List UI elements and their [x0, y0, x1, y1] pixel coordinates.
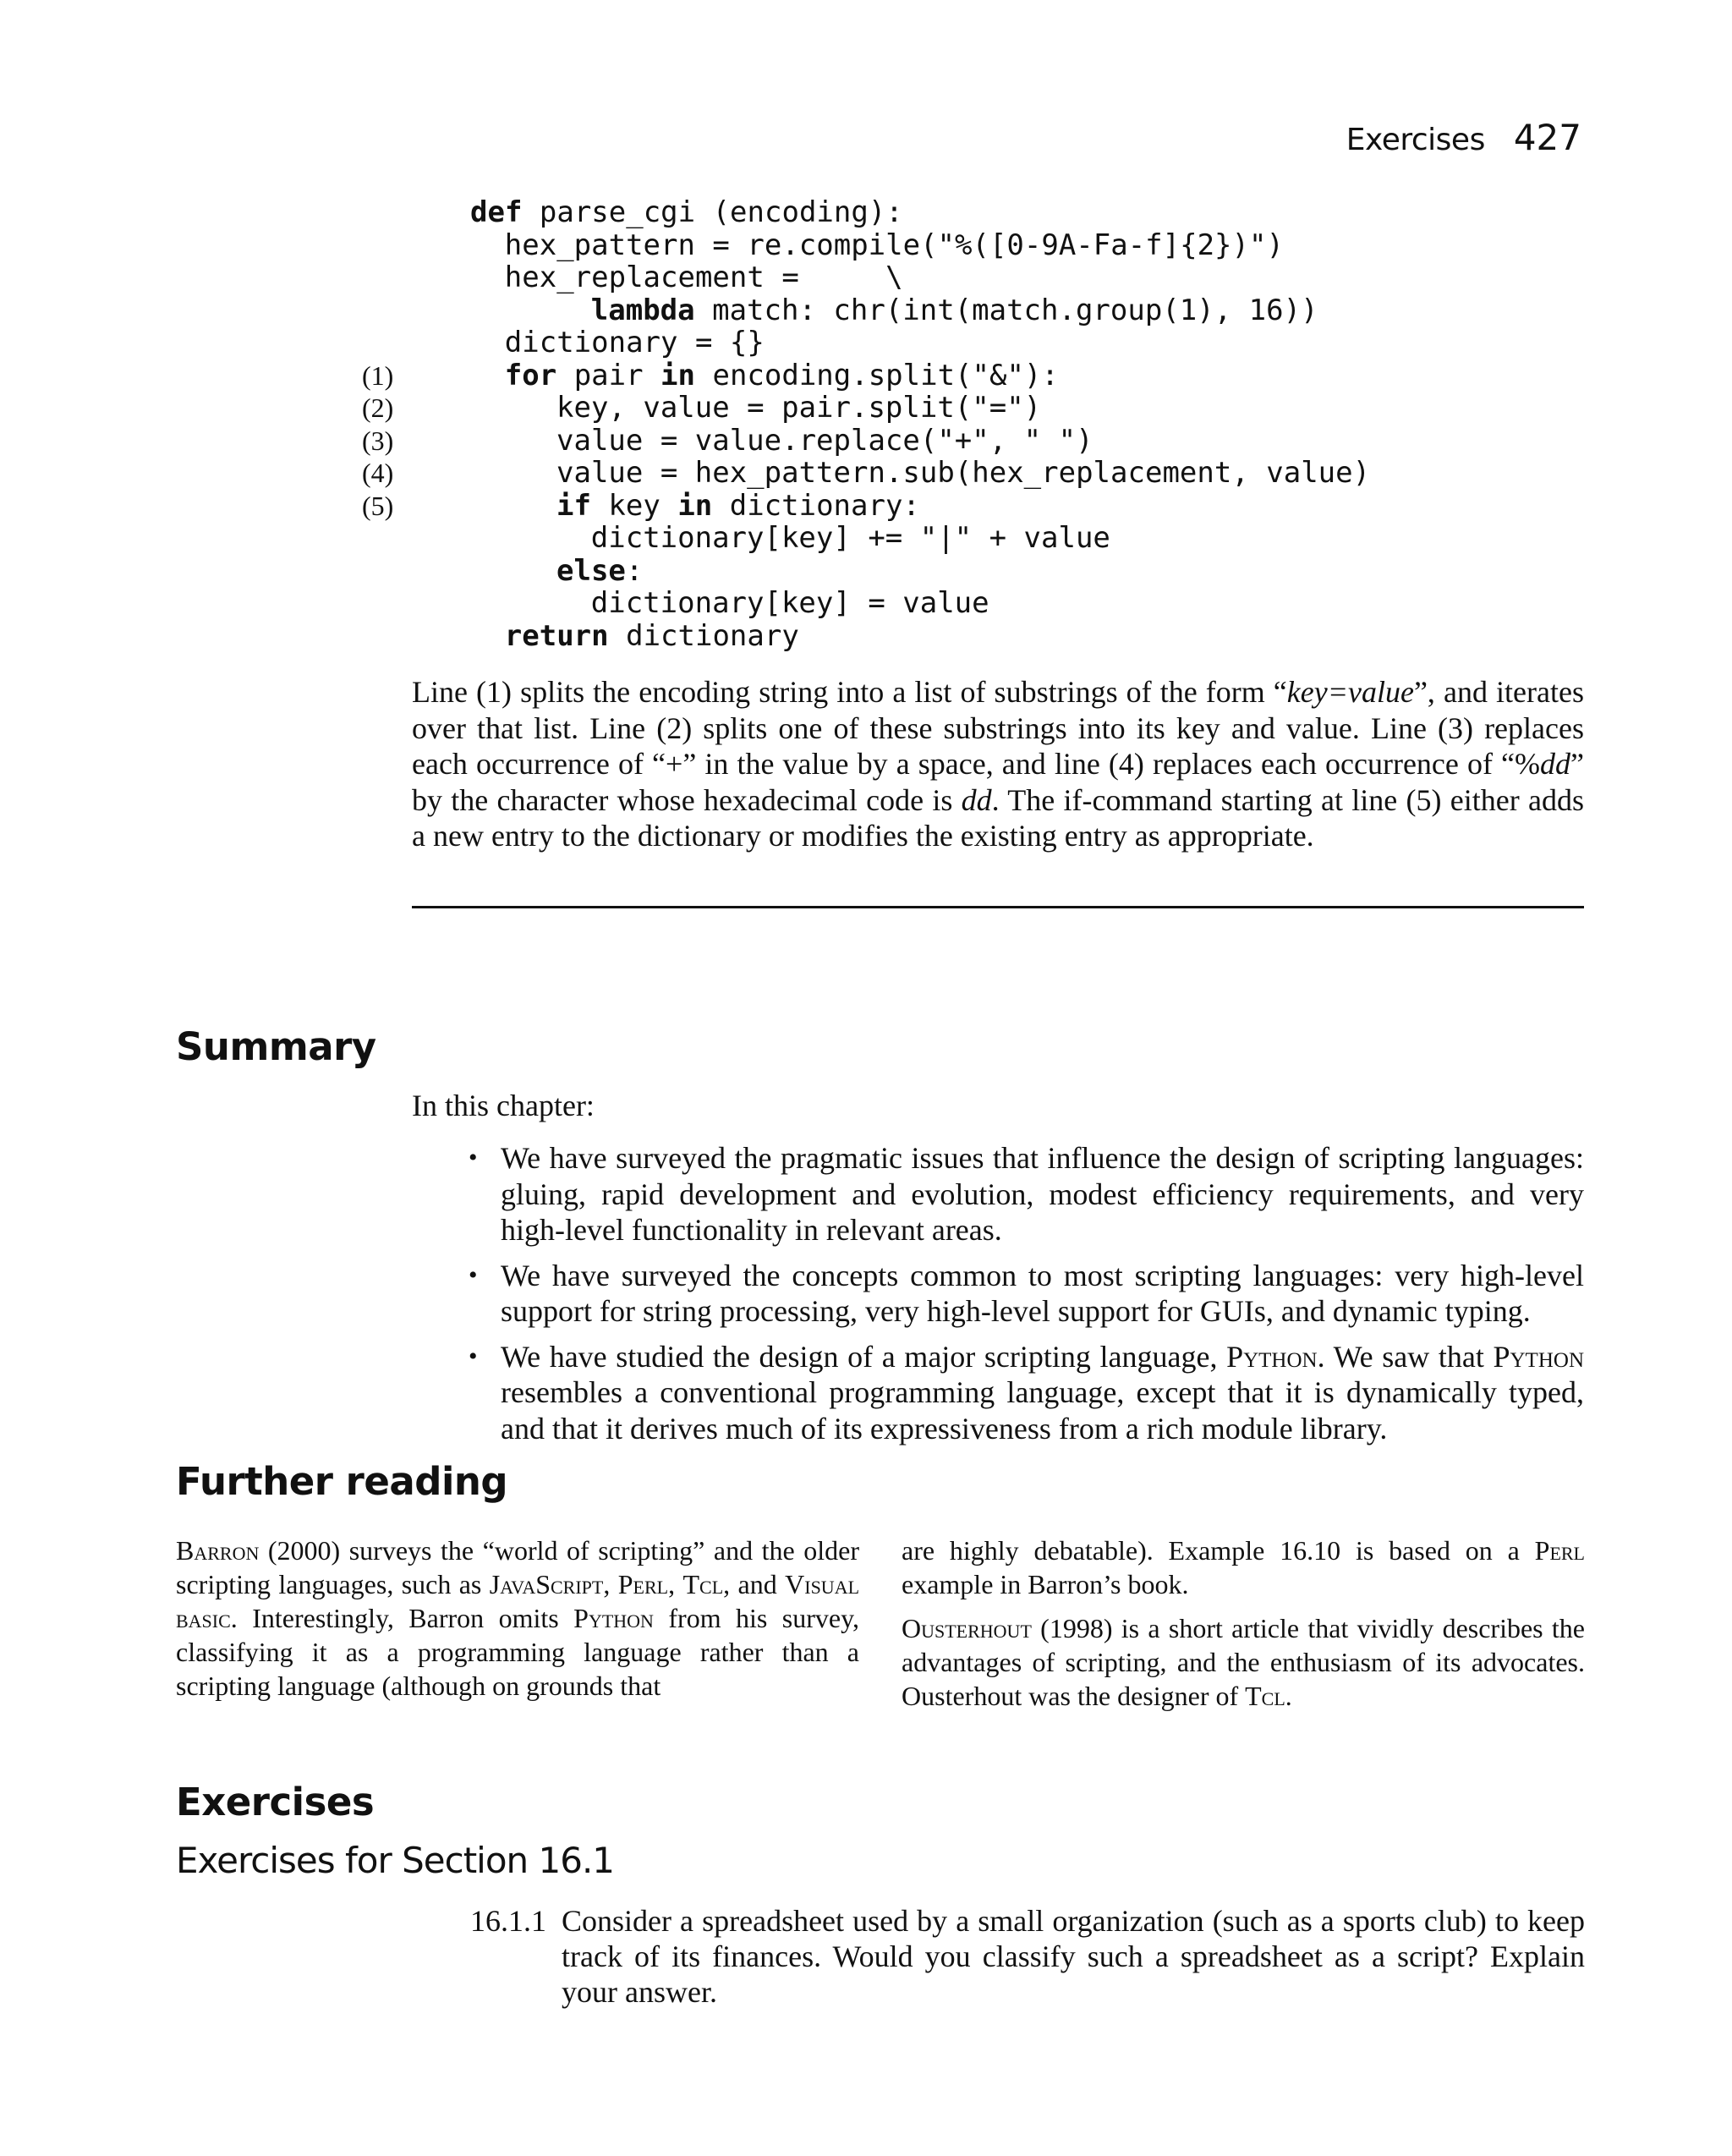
code-keyword: lambda: [590, 293, 695, 327]
list-item: [465, 1258, 1584, 1330]
list-item: [465, 1140, 1584, 1248]
summary-intro: In this chapter:: [412, 1089, 595, 1122]
language-name: Perl: [1534, 1535, 1585, 1566]
code-fragment: hex_replacement = \: [504, 261, 903, 294]
code-fragment: match: chr(int(match.group(1), 16)): [694, 293, 1318, 327]
code-line: [362, 423, 1587, 458]
page-number: 427: [1513, 117, 1581, 158]
bullet-icon: •: [469, 1341, 478, 1370]
paragraph-text: .: [1285, 1681, 1292, 1711]
further-reading-left-column: [176, 1533, 859, 1713]
code-fragment: key: [590, 488, 678, 523]
code-line: [362, 456, 1587, 490]
language-name: Python: [573, 1603, 654, 1633]
further-reading-heading: Further reading: [176, 1459, 508, 1504]
code-text: [591, 294, 1318, 327]
code-text: [505, 359, 1059, 392]
code-text: [591, 587, 989, 620]
code-fragment: value = hex_pattern.sub(hex_replacement, value): [556, 456, 1371, 490]
bullet-icon: •: [469, 1144, 478, 1171]
language-name: Tcl: [682, 1569, 724, 1599]
language-name: Visual basic: [176, 1569, 860, 1633]
code-line-number: (4): [362, 458, 394, 488]
language-name: Python: [1493, 1339, 1584, 1374]
further-reading-right-column: [902, 1533, 1585, 1723]
code-listing: [362, 195, 1587, 653]
code-text: [470, 196, 903, 229]
paragraph-text: (1998) is a short article that vividly describes the advantages of scripting, and the enthusiasm of its advocates. Ousterhout was the designer of: [902, 1613, 1585, 1711]
code-line: [470, 294, 1587, 327]
code-line: [470, 620, 1587, 653]
paragraph-text: (2000) surveys the “world of scripting” and the older scripting languages, such as: [176, 1535, 859, 1599]
exercise-text: Consider a spreadsheet used by a small organization (such as a sports club) to keep track of its finances. Would you classify such a spreadsheet as a script? Explain your answer.: [562, 1904, 1585, 2009]
explanation-text: ”, and iterates over that list. Line (2) splits one of these substrings into its key and value. Line (3) replaces each occurrence of “+” in the value by a space, and line (4) replaces each occurrence of “%: [412, 675, 1584, 781]
code-text: [591, 522, 1110, 555]
bullet-icon: •: [469, 1260, 478, 1289]
paragraph-text: . Interestingly, Barron omits: [230, 1603, 574, 1633]
code-line-number: (5): [362, 490, 394, 521]
summary-heading: Summary: [176, 1024, 376, 1069]
list-item-text: We have studied the design of a major scripting language,: [501, 1339, 1227, 1374]
code-fragment: dictionary:: [712, 488, 920, 523]
further-reading-paragraph: [902, 1533, 1585, 1601]
author-name: Ousterhout: [902, 1613, 1032, 1643]
code-line: [470, 587, 1587, 620]
code-fragment: :: [625, 553, 644, 588]
code-line: [362, 391, 1587, 425]
running-head: [1346, 117, 1581, 158]
code-text: [556, 490, 920, 523]
code-line-number: (1): [362, 359, 394, 391]
code-keyword: for: [504, 358, 557, 392]
further-reading-paragraph: [176, 1533, 859, 1703]
paragraph-text: , and: [723, 1569, 786, 1599]
code-line-number: (3): [362, 425, 394, 456]
language-name: JavaScript: [489, 1569, 604, 1599]
code-line: [470, 196, 1587, 229]
explanation-dd: dd: [1540, 747, 1571, 781]
code-explanation-paragraph: [412, 674, 1584, 854]
explanation-text: Line (1) splits the encoding string into a list of substrings of the form “: [412, 675, 1287, 709]
code-fragment: encoding.split("&"):: [695, 358, 1059, 392]
exercise-number: 16.1.1: [470, 1904, 546, 1938]
paragraph-text: example in Barron’s book.: [902, 1569, 1189, 1599]
code-text: [556, 425, 1093, 458]
code-fragment: pair: [556, 358, 661, 392]
code-fragment: dictionary = {}: [504, 326, 765, 359]
exercises-heading: Exercises: [176, 1780, 375, 1824]
explanation-text: . The if-command starting at line (5) either adds a new entry to the dictionary or modifies the existing entry as appropriate.: [412, 782, 1584, 853]
code-text: [505, 326, 765, 359]
code-fragment: value = value.replace("+", " "): [556, 423, 1093, 458]
code-text: [505, 620, 799, 653]
code-keyword: def: [470, 195, 523, 229]
horizontal-rule: [412, 906, 1584, 908]
list-item-text: We have surveyed the pragmatic issues that influence the design of scripting languages: gluing, rapid development and evolution, modest efficiency requirements, and very high-level functionality in relevant areas.: [501, 1141, 1584, 1247]
code-fragment: key, value = pair.split("="): [556, 391, 1042, 425]
explanation-key-value: key=value: [1286, 675, 1414, 709]
code-line: [470, 261, 1587, 294]
code-fragment: dictionary[key] += "|" + value: [590, 521, 1110, 555]
code-line-number: (2): [362, 392, 394, 423]
code-fragment: parse_cgi (encoding):: [522, 195, 903, 229]
code-line: [470, 229, 1587, 262]
code-text: [505, 261, 903, 294]
code-fragment: hex_pattern = re.compile("%([0-9A-Fa-f]{2})"): [504, 228, 1284, 262]
paragraph-text: ,: [668, 1569, 683, 1599]
code-line: [470, 326, 1587, 359]
code-fragment: dictionary[key] = value: [590, 586, 989, 620]
language-name: Python: [1226, 1339, 1318, 1374]
code-text: [556, 392, 1041, 425]
code-line: [362, 488, 1587, 523]
paragraph-text: from his survey, classifying it as a programming language rather than a scripting language (although on grounds that: [176, 1603, 860, 1701]
code-text: [505, 229, 1284, 262]
code-keyword: else: [556, 553, 626, 588]
list-item-text: We have surveyed the concepts common to most scripting languages: very high-level support for string processing, very high-level support for GUIs, and dynamic typing.: [501, 1258, 1584, 1328]
further-reading-paragraph: [902, 1611, 1585, 1713]
code-line: [470, 522, 1587, 555]
code-keyword: in: [660, 358, 695, 392]
code-keyword: if: [556, 488, 591, 523]
code-text: [556, 555, 643, 588]
explanation-dd: dd: [961, 782, 992, 817]
paragraph-text: are highly debatable). Example 16.10 is based on a: [902, 1535, 1535, 1566]
code-text: [556, 457, 1370, 490]
author-name: Barron: [176, 1535, 260, 1566]
list-item-text: . We saw that: [1317, 1339, 1494, 1374]
summary-list: [465, 1140, 1584, 1456]
language-name: Perl: [617, 1569, 669, 1599]
code-line: [470, 555, 1587, 588]
explanation-text: ” by the character whose hexadecimal code is: [412, 747, 1584, 817]
code-keyword: return: [504, 618, 609, 653]
code-keyword: in: [677, 488, 713, 523]
paragraph-text: ,: [603, 1569, 618, 1599]
code-line: [362, 358, 1587, 392]
language-name: Tcl: [1245, 1681, 1285, 1711]
list-item-text: resembles a conventional programming language, except that it is dynamically typed, and that it derives much of its expressiveness from a rich module library.: [501, 1375, 1584, 1446]
list-item: [465, 1339, 1584, 1447]
code-fragment: dictionary: [608, 618, 799, 653]
running-title: Exercises: [1346, 123, 1485, 157]
subsection-heading: Exercises for Section 16.1: [176, 1840, 615, 1881]
